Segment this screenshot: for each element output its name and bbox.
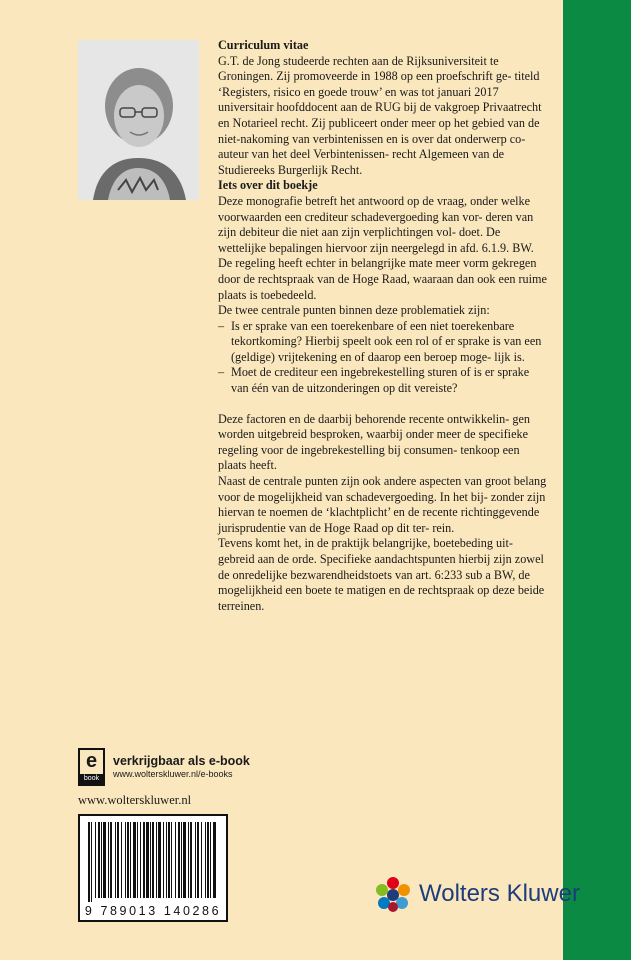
cv-body: G.T. de Jong studeerde rechten aan de Rijksuniversiteit te Groningen. Zij promoveerde in 1988 op een proefschrift ge- titeld ‘Registers, risico en goede trouw’ en was tot januari 2017 universitair hoofddocent aan de RUG bij de vakgroep Privaatrecht en Notarieel recht. Zij publiceert onder meer op het gebied van de niet-nakoming van verbintenissen en is over dat onderwerp co-auteur van het deel Verbintenissen- recht Algemeen van de Studiereeks Burgerlijk Recht. — [218, 53, 542, 177]
about-paragraph-3: Deze factoren en de daarbij behorende recente ontwikkelin- gen worden uitgebreid besproken, waarbij onder meer de specifieke regeling voor de ingebrekestelling bij consumen- tenkoop een plaats heeft. — [218, 411, 530, 473]
bullet-text: Is er sprake van een toerekenbare of een niet toerekenbare tekortkoming? Hierbij speelt ook een rol of er sprake is van een (geldige) vrijtekening en of daarop een beroep moge- lijk is. — [231, 318, 542, 364]
barcode-bar — [175, 822, 176, 898]
barcode-bar — [210, 822, 211, 898]
barcode-bar — [125, 822, 126, 898]
back-cover-text — [218, 38, 548, 614]
list-item — [218, 319, 548, 366]
barcode-bar — [156, 822, 157, 898]
barcode-bar — [178, 822, 180, 898]
barcode-bar — [205, 822, 206, 898]
about-heading: Iets over dit boekje — [218, 178, 318, 193]
ebook-icon-letter: e — [85, 750, 98, 772]
barcode-bar — [110, 822, 112, 898]
barcode-bar — [201, 822, 202, 898]
about-paragraph-1: Deze monografie betreft het antwoord op de vraag, onder welke voorwaarden een crediteur schadevergoeding kan vor- deren van zijn debiteur die niet aan zijn verplichtingen vol- doet. De wettelijke bepalingen hiervoor zijn neergelegd in afd. 6.1.9. BW. De regeling heeft echter in belangrijke mate meer vorm gekregen door de rechtspraak van de Hoge Raad, waaraan dan ook een ruime plaats is toebedeeld. — [218, 193, 547, 302]
barcode-bar — [121, 822, 122, 898]
ebook-icon-label: book — [80, 774, 103, 784]
barcode-bar — [115, 822, 116, 898]
cv-heading: Curriculum vitae — [218, 38, 309, 52]
barcode-bar — [150, 822, 151, 898]
author-photo — [78, 40, 199, 200]
ebook-badge — [78, 748, 250, 786]
barcode-bar — [117, 822, 119, 898]
barcode-bar — [108, 822, 109, 898]
barcode-bar — [190, 822, 192, 898]
isbn-number: 9 789013 140286 — [84, 904, 222, 918]
barcode-bar — [181, 822, 182, 898]
barcode-bar — [98, 822, 100, 898]
barcode-bar — [197, 822, 199, 898]
paragraph-gap — [218, 397, 548, 412]
list-item — [218, 365, 548, 396]
barcode-bar — [127, 822, 129, 898]
wolters-kluwer-logo — [375, 876, 580, 912]
barcode-bar — [91, 822, 92, 902]
barcode-bar — [188, 822, 189, 898]
green-spine-band — [563, 0, 631, 960]
barcode-bar — [166, 822, 167, 898]
isbn-barcode — [78, 814, 228, 922]
barcode-bars — [86, 822, 220, 902]
barcode-bar — [163, 822, 164, 898]
barcode-bar — [168, 822, 170, 898]
ebook-icon — [78, 748, 105, 786]
barcode-bar — [101, 822, 102, 898]
about-paragraph-5: Tevens komt het, in de praktijk belangrijke, boetebeding uit- gebreid aan de orde. Specifieke aandachtspunten hierbij zijn zowel de onredelijke bezwarendheidstoets van art. 6:233 sub a BW, de mogelijkheid een boete te matigen en de rechtspraak op deze beide terreinen. — [218, 536, 545, 613]
bullet-text: Moet de crediteur een ingebrekestelling sturen of is er sprake van één van de uitzonderingen op dit vereiste? — [231, 365, 530, 396]
barcode-bar — [152, 822, 154, 898]
barcode-bar — [143, 822, 145, 898]
barcode-bar — [207, 822, 209, 898]
barcode-bar — [137, 822, 138, 898]
barcode-bar — [88, 822, 90, 902]
wolters-kluwer-emblem-icon — [375, 876, 411, 912]
publisher-name: Wolters Kluwer — [419, 880, 580, 907]
about-paragraph-2: De twee centrale punten binnen deze problematiek zijn: — [218, 303, 490, 318]
bullet-dash: – — [218, 318, 225, 333]
barcode-bar — [146, 822, 149, 898]
barcode-bar — [171, 822, 172, 898]
barcode-bar — [133, 822, 136, 898]
barcode-bar — [195, 822, 196, 898]
publisher-url: www.wolterskluwer.nl — [78, 793, 192, 807]
barcode-bar — [158, 822, 161, 898]
barcode-bar — [140, 822, 141, 898]
bullet-dash: – — [218, 365, 225, 380]
barcode-bar — [103, 822, 106, 898]
ebook-text — [113, 754, 250, 780]
bullet-list — [218, 319, 548, 397]
about-paragraph-4: Naast de centrale punten zijn ook andere aspecten van groot belang voor de mogelijkheid van schadevergoeding. In het bij- zonder zijn hiervan te noemen de ‘klachtplicht’ en de recente richtinggevende jurisprudentie van de Hoge Raad op dit ter- rein. — [218, 474, 547, 535]
ebook-url: www.wolterskluwer.nl/e-books — [113, 769, 233, 779]
barcode-bar — [213, 822, 216, 898]
barcode-bar — [183, 822, 186, 898]
barcode-bar — [130, 822, 131, 898]
ebook-title: verkrijgbaar als e-book — [113, 754, 250, 768]
barcode-bar — [95, 822, 96, 898]
